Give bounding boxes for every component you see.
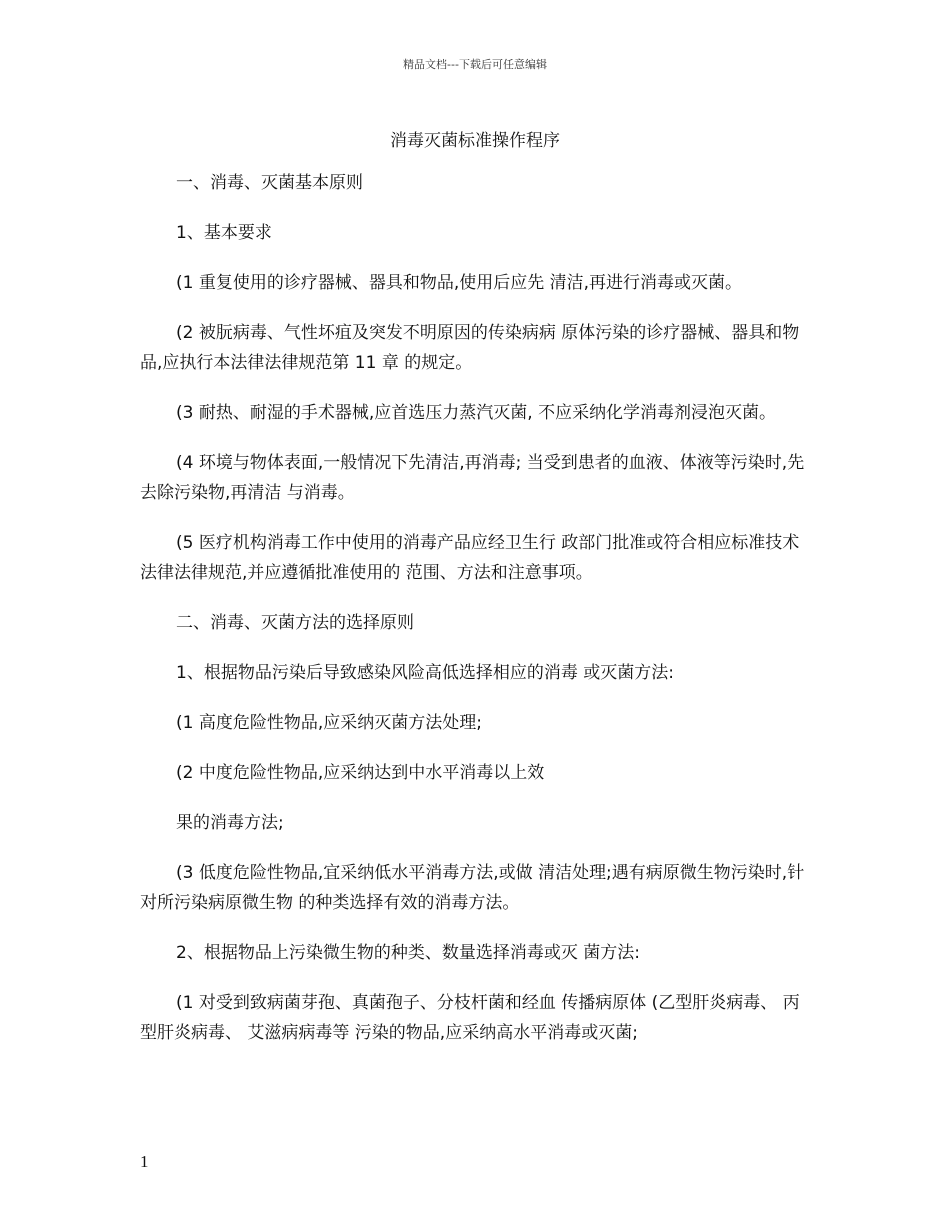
section-heading-2: 二、消毒、灭菌方法的选择原则 bbox=[176, 613, 414, 633]
paragraph: (2 中度危险性物品,应采纳达到中水平消毒以上效 bbox=[176, 763, 545, 783]
section-heading-1: 一、消毒、灭菌基本原则 bbox=[176, 173, 363, 193]
document-body bbox=[140, 168, 812, 1068]
paragraph: (5 医疗机构消毒工作中使用的消毒产品应经卫生行 政部门批准或符合相应标准技术法律法律规范,并应遵循批准使用的 范围、方法和注意事项。 bbox=[140, 533, 800, 583]
paragraph: 2、根据物品上污染微生物的种类、数量选择消毒或灭 菌方法: bbox=[176, 943, 640, 963]
paragraph: 1、根据物品污染后导致感染风险高低选择相应的消毒 或灭菌方法: bbox=[176, 663, 674, 683]
paragraph: 果的消毒方法; bbox=[176, 813, 284, 833]
page-number: 1 bbox=[140, 1152, 149, 1171]
paragraph: (4 环境与物体表面,一般情况下先清洁,再消毒; 当受到患者的血液、体液等污染时,先去除污染物,再清洁 与消毒。 bbox=[140, 453, 805, 503]
page-header: 精品文档---下载后可任意编辑 bbox=[403, 58, 547, 71]
paragraph: (2 被朊病毒、气性坏疽及突发不明原因的传染病病 原体污染的诊疗器械、器具和物品,应执行本法律法律规范第 11 章 的规定。 bbox=[140, 323, 800, 373]
paragraph: (1 高度危险性物品,应采纳灭菌方法处理; bbox=[176, 713, 482, 733]
paragraph: (1 重复使用的诊疗器械、器具和物品,使用后应先 清洁,再进行消毒或灭菌。 bbox=[176, 273, 743, 293]
subsection-heading: 1、基本要求 bbox=[176, 223, 272, 243]
paragraph: (3 耐热、耐湿的手术器械,应首选压力蒸汽灭菌, 不应采纳化学消毒剂浸泡灭菌。 bbox=[176, 403, 777, 423]
document-title: 消毒灭菌标准操作程序 bbox=[390, 131, 560, 151]
paragraph: (1 对受到致病菌芽孢、真菌孢子、分枝杆菌和经血 传播病原体 (乙型肝炎病毒、 丙型肝炎病毒、 艾滋病病毒等 污染的物品,应采纳高水平消毒或灭菌; bbox=[140, 993, 800, 1043]
paragraph: (3 低度危险性物品,宜采纳低水平消毒方法,或做 清洁处理;遇有病原微生物污染时,针对所污染病原微生物 的种类选择有效的消毒方法。 bbox=[140, 863, 805, 913]
